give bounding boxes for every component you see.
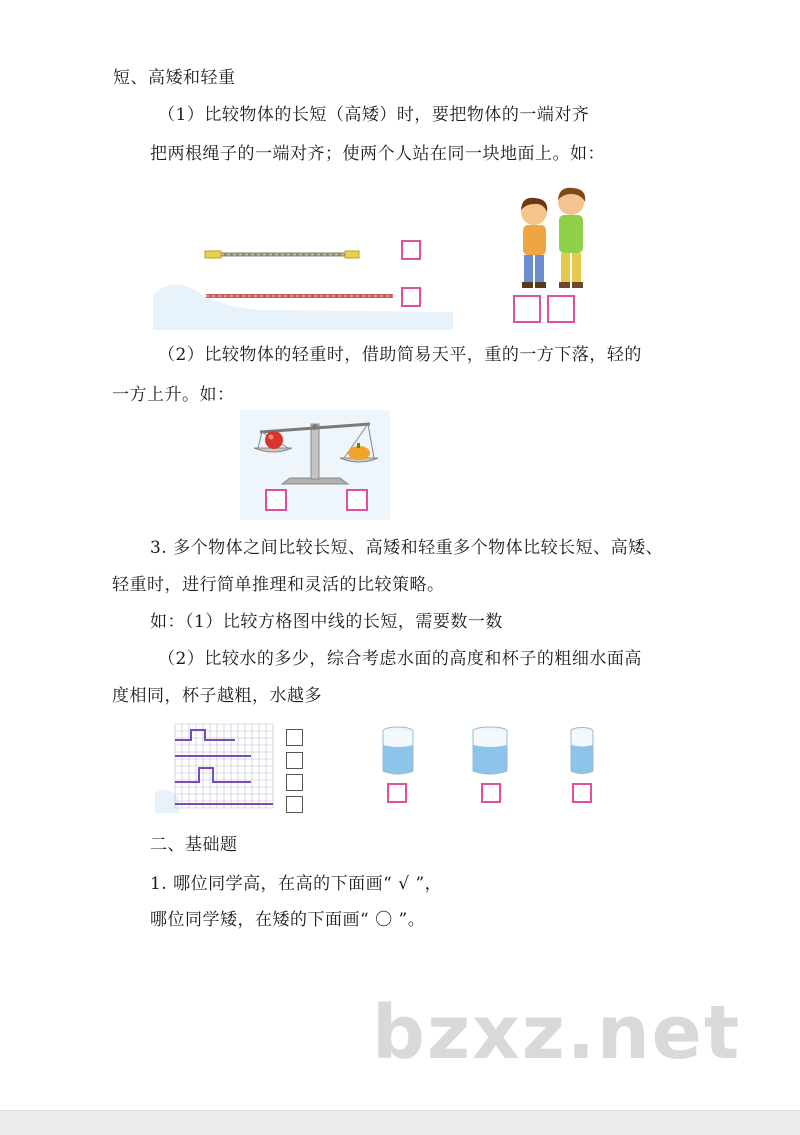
two-children-figure [505,186,605,296]
paragraph-line: （2）比较水的多少，综合考虑水面的高度和杯子的粗细水面高 [158,649,642,669]
cup-1-figure [380,725,416,777]
answer-box-grid-1[interactable] [286,729,303,746]
paragraph-line: 把两根绳子的一端对齐；使两个人站在同一块地面上。如： [150,144,605,164]
answer-box-cup-2[interactable] [481,783,501,803]
cup-3-figure [568,725,596,777]
answer-box-cup-3[interactable] [572,783,592,803]
paragraph-line: 如：（1）比较方格图中线的长短，需要数一数 [150,612,503,632]
paragraph-line: 一方上升。如： [112,385,235,405]
answer-box-cup-1[interactable] [387,783,407,803]
answer-box-rope-bottom[interactable] [401,287,421,307]
paragraph-line: 轻重时，进行简单推理和灵活的比较策略。 [112,575,445,595]
answer-box-grid-3[interactable] [286,774,303,791]
answer-box-grid-4[interactable] [286,796,303,813]
section-heading: 二、基础题 [150,835,238,855]
paragraph-line: 3. 多个物体之间比较长短、高矮和轻重多个物体比较长短、高矮、 [150,538,664,558]
question-line: 哪位同学矮，在矮的下面画“ 〇 ”。 [150,910,426,930]
answer-box-child-right[interactable] [547,295,575,323]
answer-box-grid-2[interactable] [286,752,303,769]
grid-lines-figure [155,718,285,813]
question-line: 1. 哪位同学高，在高的下面画“ √ ”， [150,874,443,894]
paragraph-line: （2）比较物体的轻重时，借助简易天平，重的一方下落，轻的 [158,345,642,365]
answer-box-rope-top[interactable] [401,240,421,260]
cup-2-figure [470,725,510,777]
answer-box-scale-right[interactable] [346,489,368,511]
section-heading: 短、高矮和轻重 [113,68,236,88]
answer-box-scale-left[interactable] [265,489,287,511]
paragraph-line: （1）比较物体的长短（高矮）时，要把物体的一端对齐 [158,105,590,125]
page-bottom-edge [0,1110,800,1135]
paragraph-line: 度相同，杯子越粗，水越多 [112,686,322,706]
answer-box-child-left[interactable] [513,295,541,323]
watermark: bzxz.net [372,990,742,1076]
